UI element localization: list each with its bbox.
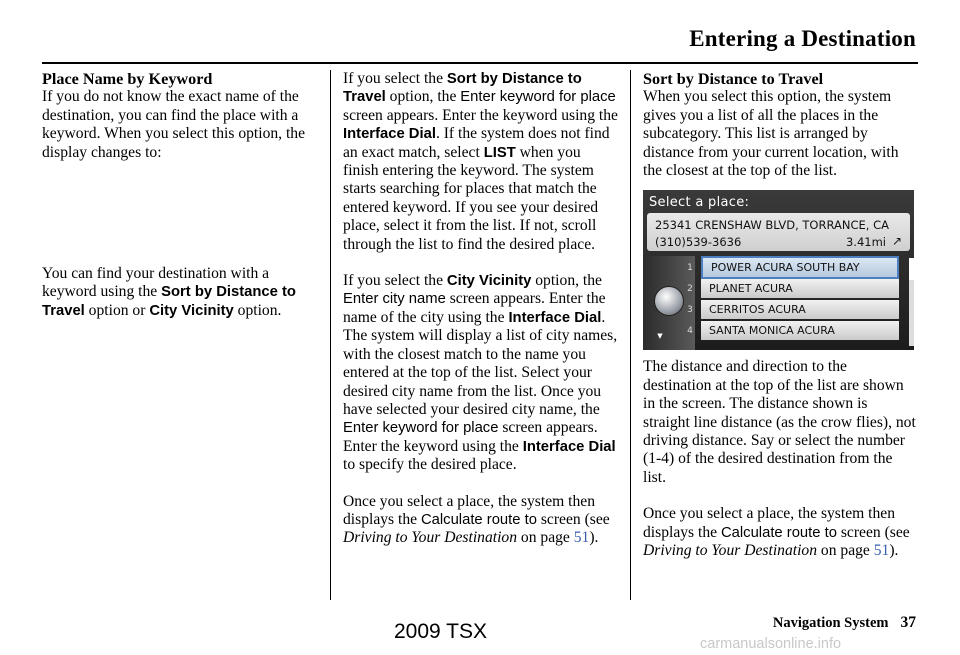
nav-down-label: ▼ DOWN (650, 332, 674, 359)
list-item[interactable]: 3 CERRITOS ACURA (683, 300, 905, 320)
page-footer (773, 614, 916, 632)
model-watermark: 2009 TSX (394, 620, 488, 643)
nav-address-box (647, 213, 910, 251)
section-heading-sort: Sort by Distance to Travel (643, 70, 824, 88)
title-rule (42, 62, 918, 64)
nav-place-list (683, 258, 905, 342)
nav-scrollbar (909, 258, 914, 346)
paragraph: Once you select a place, the system then displays the Calculate route to screen (see Driving to Your Destination on page 51). (343, 492, 610, 547)
paragraph: If you select the Sort by Distance to Travel option, the Enter keyword for place screen appears. Enter the keyword using the Interface Dial. If the system does not find an exact match, select LIST when you finish entering the keyword. The system starts searching for places that match the entered keyword. If you see your desired place, select it from the list. If not, scroll through the list to find the desired place. (343, 70, 618, 253)
page-link[interactable]: 51 (873, 542, 890, 560)
list-item[interactable]: 4 SANTA MONICA ACURA (683, 321, 905, 341)
paragraph: If you do not know the exact name of the destination, you can find the place with a keyword. When you select this option, the display changes to: (42, 88, 306, 161)
nav-screen-image (643, 190, 914, 359)
column-3 (643, 70, 918, 561)
paragraph: When you select this option, the system gives you a list of all the places in the subcategory. This list is arranged by distance from your current location, with the closest at the top of the list. (643, 88, 899, 180)
column-divider-2 (630, 70, 631, 600)
nav-distance: 3.41mi (845, 235, 886, 250)
list-item[interactable]: 2 PLANET ACURA (683, 279, 905, 299)
column-2 (343, 70, 618, 548)
page-title: Entering a Destination (689, 26, 916, 51)
paragraph: The distance and direction to the destination at the top of the list are shown in the screen. The distance shown is straight line distance (as the crow flies), not driving distance. Say or select the number (1-4) of the desired destination from the list. (643, 358, 916, 486)
column-1 (42, 70, 310, 320)
site-watermark: carmanualsonline.info (700, 636, 842, 652)
list-item[interactable]: 1 POWER ACURA SOUTH BAY (683, 258, 905, 278)
footer-section: Navigation System (772, 615, 889, 631)
paragraph: You can find your destination with a keyword using the Sort by Distance to Travel option or City Vicinity option. (42, 265, 296, 319)
nav-screen-title: Select a place: (649, 195, 750, 211)
column-divider-1 (330, 70, 331, 600)
paragraph: If you select the City Vicinity option, the Enter city name screen appears. Enter the name of the city using the Interface Dial. The system will display a list of city names, with the closest match to the name you entered at the top of the list. Select your desired city name from the list. Once you have selected your desired city name, the Enter keyword for place screen appears. Enter the keyword using the Interface Dial to specify the desired place. (343, 272, 618, 474)
page-number: 37 (900, 614, 916, 631)
direction-arrow-icon: ↗ (891, 234, 902, 249)
paragraph: Once you select a place, the system then displays the Calculate route to screen (see Driving to Your Destination on page 51). (643, 505, 910, 560)
section-heading-keyword: Place Name by Keyword (42, 70, 213, 88)
page-link[interactable]: 51 (573, 529, 590, 547)
nav-phone: (310)539-3636 (655, 235, 742, 250)
nav-address: 25341 CRENSHAW BLVD, TORRANCE, CA (655, 218, 889, 233)
